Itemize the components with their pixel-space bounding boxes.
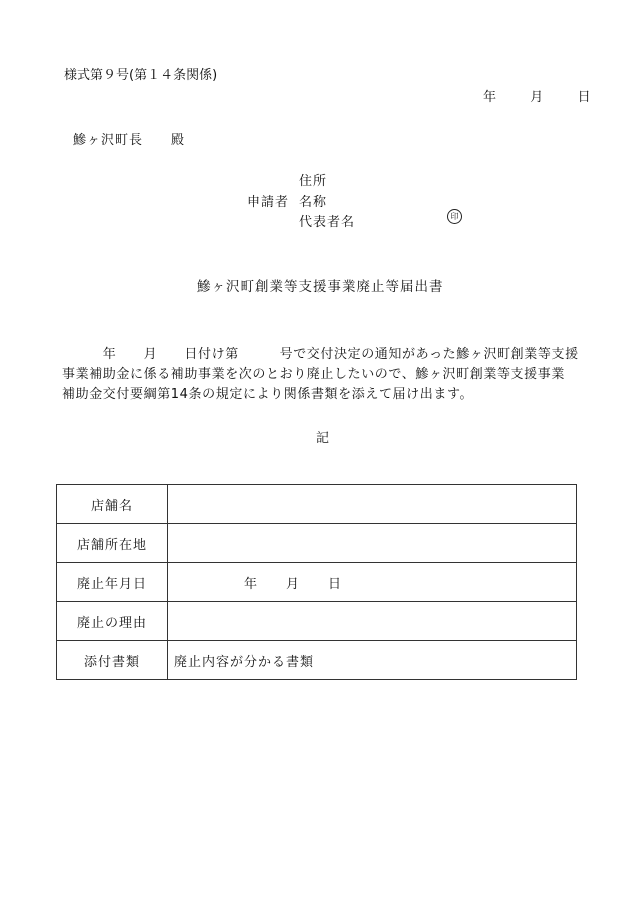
table-row xyxy=(57,602,577,641)
table-row xyxy=(57,641,577,680)
row-value-closure-reason[interactable] xyxy=(168,602,577,641)
row-label-closure-reason: 廃止の理由 xyxy=(57,602,168,641)
name-label: 名称 xyxy=(299,195,328,210)
row-value-store-location[interactable] xyxy=(168,524,577,563)
body-line-2: 事業補助金に係る補助事業を次のとおり廃止したいので、鰺ヶ沢町創業等支援事業 xyxy=(62,367,565,382)
address-label: 住所 xyxy=(299,174,328,189)
document-title: 鰺ヶ沢町創業等支援事業廃止等届出書 xyxy=(197,279,444,295)
ki-heading: 記 xyxy=(316,431,330,446)
row-value-attachments: 廃止内容が分かる書類 xyxy=(168,641,577,680)
row-label-store-name: 店舗名 xyxy=(57,485,168,524)
representative-label: 代表者名 xyxy=(299,215,356,230)
table-row xyxy=(57,524,577,563)
row-label-store-location: 店舗所在地 xyxy=(57,524,168,563)
row-label-closure-date: 廃止年月日 xyxy=(57,563,168,602)
seal-mark-icon: 印 xyxy=(447,209,462,224)
form-number: 様式第９号(第１４条関係) xyxy=(64,68,218,83)
info-table xyxy=(56,484,577,680)
body-line-3: 補助金交付要綱第14条の規定により関係書類を添えて届け出ます。 xyxy=(62,387,474,402)
body-text xyxy=(62,345,582,405)
date-month: 月 xyxy=(530,90,544,105)
addressee: 鰺ヶ沢町長 殿 xyxy=(73,133,186,148)
row-label-attachments: 添付書類 xyxy=(57,641,168,680)
applicant-label: 申請者 xyxy=(247,195,290,210)
row-value-store-name[interactable] xyxy=(168,485,577,524)
date-day: 日 xyxy=(577,90,591,105)
table-row xyxy=(57,485,577,524)
date-year: 年 xyxy=(483,90,497,105)
table-row xyxy=(57,563,577,602)
row-value-closure-date[interactable]: 年 月 日 xyxy=(168,563,577,602)
date-line xyxy=(483,86,591,105)
body-line-1: 年 月 日付け第 号で交付決定の通知があった鰺ヶ沢町創業等支援 xyxy=(62,347,579,362)
